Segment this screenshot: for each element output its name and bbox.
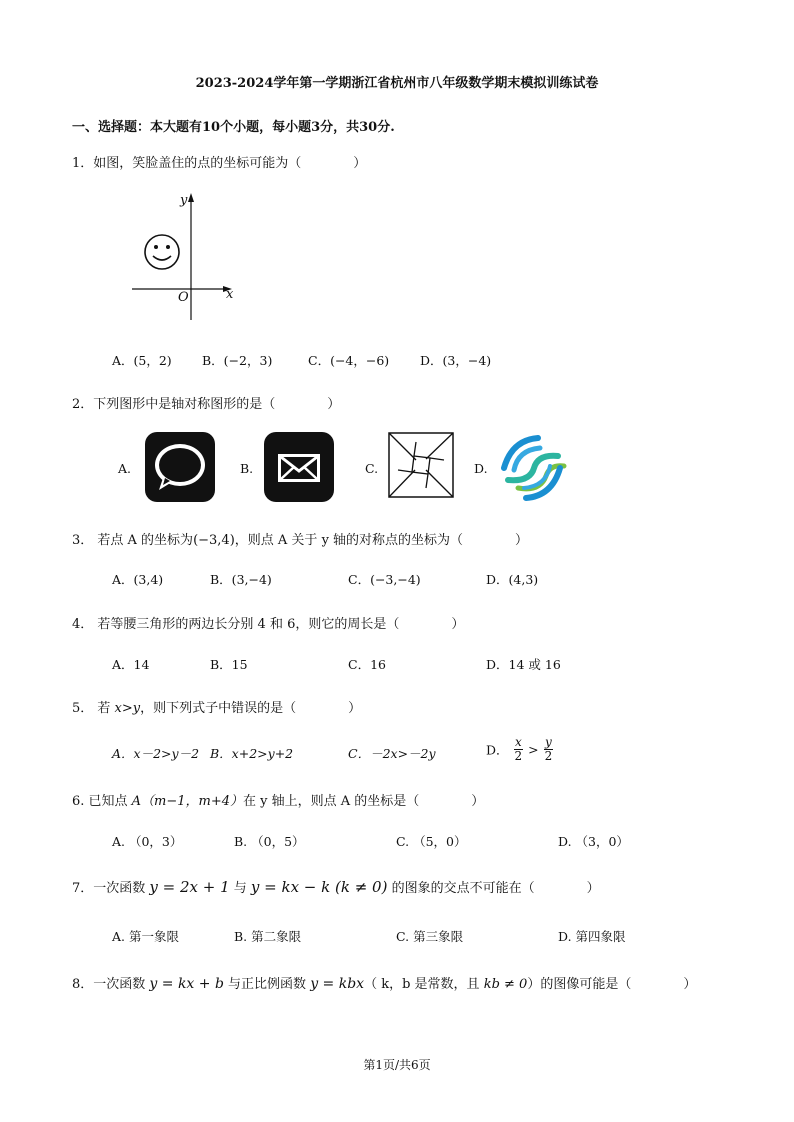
q5-option-d: D． $\frac{x}{2}$ > $\frac{y}{2}$ [486,735,553,763]
question-7-stem: 7．一次函数 y = 2x + 1 与 y = kx − k (k ≠ 0) 的图象的交点不可能在（ ） [72,878,600,896]
page-title: 2023-2024学年第一学期浙江省杭州市八年级数学期末模拟训练试卷 [195,76,599,91]
q7-option-c: C. 第三象限 [396,929,464,944]
q6-option-d: D. （3，0） [558,834,629,849]
question-8-stem: 8．一次函数 y = kx + b 与正比例函数 y = kbx（ k，b 是常数，且 kb ≠ 0）的图像可能是（ ） [72,976,697,992]
q2-option-d-label: D. [474,461,488,476]
q4-option-a: A．14 [112,657,150,672]
q6-option-b: B. （0，5） [234,834,305,849]
fraction-x-over-2: $\frac{x}{2}$ [514,735,523,763]
smiley-face-icon [145,235,179,269]
question-3-stem: 3． 若点 A 的坐标为(−3,4)，则点 A 关于 y 轴的对称点的坐标为（ ） [72,533,529,548]
q7-option-d: D. 第四象限 [558,929,626,944]
q6-option-a: A. （0，3） [112,834,183,849]
origin-label: O [178,290,189,305]
fraction-y-over-2: $\frac{y}{2}$ [544,735,553,763]
question-5-stem: 5． 若 x>y，则下列式子中错误的是（ ） [72,701,362,716]
q3-option-d: D．(4,3) [486,572,539,587]
q3-option-a: A．(3,4) [112,572,164,587]
q5-option-a: A．x－2>y－2 [112,746,200,761]
question-6-stem: 6. 已知点 A（m−1，m+4）在 y 轴上，则点 A 的坐标是（ ） [72,794,485,809]
q2-option-c-label: C. [365,461,379,476]
q2-option-a-label: A. [118,461,132,476]
q6-option-c: C. （5，0） [396,834,467,849]
q7-option-a: A. 第一象限 [112,929,179,944]
q4-option-c: C．16 [348,657,386,672]
q7-option-b: B. 第二象限 [234,929,302,944]
y-axis-arrow [188,193,194,202]
question-4-stem: 4． 若等腰三角形的两边长分别 4 和 6，则它的周长是（ ） [72,617,465,632]
q2-option-b-label: B. [240,461,254,476]
pinwheel-square-icon [388,432,454,498]
q3-option-c: C．(−3,−4) [348,572,421,587]
q5-option-c: C．－2x>－2y [348,746,436,761]
x-axis-label: x [226,287,234,302]
y-axis-label: y [180,193,188,208]
q4-option-b: B．15 [210,657,248,672]
envelope-icon [264,432,334,502]
question-1-stem: 1．如图，笑脸盖住的点的坐标可能为（ ） [72,156,367,171]
q1-option-a: A．(5，2) [112,353,172,368]
section-heading: 一、选择题：本大题有10个小题，每小题3分，共30分. [72,120,395,135]
q4-option-d: D．14 或 16 [486,657,561,672]
china-mobile-logo-icon [494,430,570,506]
q1-option-d: D．(3，−4) [420,353,492,368]
speech-bubble-icon [145,432,215,502]
page-footer: 第1页/共6页 [363,1058,431,1072]
q1-option-c: C．(−4，−6) [308,353,390,368]
q3-option-b: B．(3,−4) [210,572,272,587]
q5-option-b: B．x+2>y+2 [210,746,294,761]
q1-option-b: B．(−2，3) [202,353,273,368]
question-2-stem: 2．下列图形中是轴对称图形的是（ ） [72,397,341,412]
